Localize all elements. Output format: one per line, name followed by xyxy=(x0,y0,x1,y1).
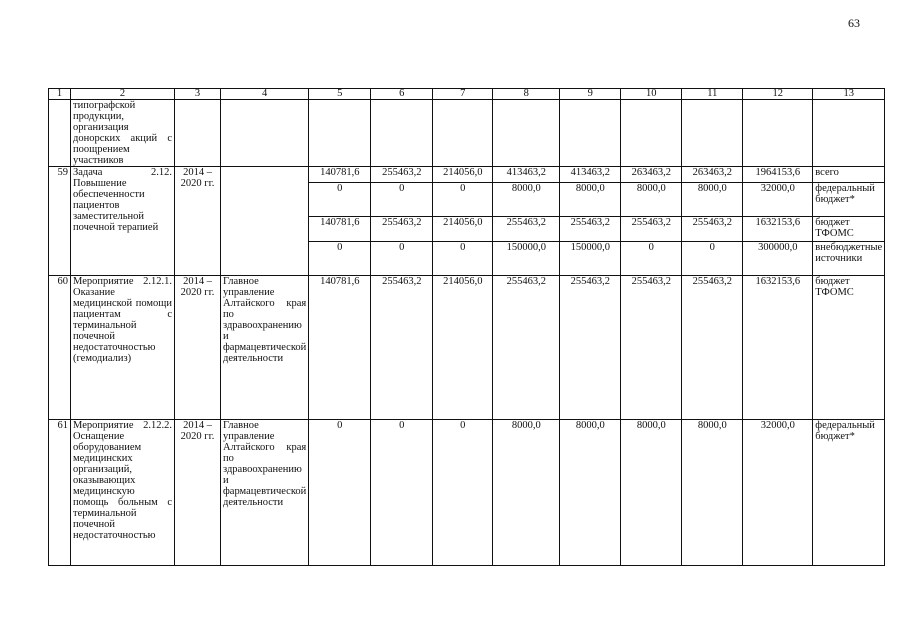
name-cell: типографской продукции, организация донорских акций с поощрением участников xyxy=(71,100,175,167)
amount-cell: 300000,0 xyxy=(743,242,813,276)
amount-cell: 8000,0 xyxy=(493,420,560,566)
amount-cell: 0 xyxy=(621,242,682,276)
row-number-cell: 61 xyxy=(49,420,71,566)
empty-cell xyxy=(743,100,813,167)
source-cell: бюджет ТФОМС xyxy=(813,276,885,420)
amount-cell: 0 xyxy=(309,183,371,217)
source-cell: федеральный бюджет* xyxy=(813,420,885,566)
amount-cell: 8000,0 xyxy=(560,420,621,566)
amount-cell: 8000,0 xyxy=(621,183,682,217)
source-cell: внебюджетные источники xyxy=(813,242,885,276)
empty-cell xyxy=(371,100,433,167)
empty-cell xyxy=(621,100,682,167)
page-number: 63 xyxy=(848,16,860,30)
amount-cell: 214056,0 xyxy=(433,276,493,420)
empty-cell xyxy=(309,100,371,167)
amount-cell: 255463,2 xyxy=(371,167,433,183)
amount-cell: 263463,2 xyxy=(621,167,682,183)
header-cell: 2 xyxy=(71,89,175,100)
executor-cell xyxy=(221,167,309,276)
row-number-cell: 60 xyxy=(49,276,71,420)
amount-cell: 255463,2 xyxy=(560,276,621,420)
header-cell: 8 xyxy=(493,89,560,100)
header-cell: 6 xyxy=(371,89,433,100)
amount-cell: 140781,6 xyxy=(309,276,371,420)
amount-cell: 263463,2 xyxy=(682,167,743,183)
amount-cell: 140781,6 xyxy=(309,217,371,242)
amount-cell: 255463,2 xyxy=(493,217,560,242)
empty-cell xyxy=(682,100,743,167)
amount-cell: 0 xyxy=(309,420,371,566)
empty-cell xyxy=(221,100,309,167)
amount-cell: 255463,2 xyxy=(560,217,621,242)
empty-cell xyxy=(493,100,560,167)
source-cell: всего xyxy=(813,167,885,183)
row-number-cell: 59 xyxy=(49,167,71,276)
amount-cell: 214056,0 xyxy=(433,217,493,242)
amount-cell: 8000,0 xyxy=(493,183,560,217)
amount-cell: 150000,0 xyxy=(560,242,621,276)
amount-cell: 214056,0 xyxy=(433,167,493,183)
amount-cell: 0 xyxy=(433,183,493,217)
header-cell: 10 xyxy=(621,89,682,100)
header-cell: 9 xyxy=(560,89,621,100)
period-cell: 2014 – 2020 гг. xyxy=(175,420,221,566)
header-cell: 4 xyxy=(221,89,309,100)
header-cell: 5 xyxy=(309,89,371,100)
amount-cell: 0 xyxy=(371,183,433,217)
amount-cell: 8000,0 xyxy=(621,420,682,566)
header-cell: 1 xyxy=(49,89,71,100)
amount-cell: 255463,2 xyxy=(621,217,682,242)
empty-cell xyxy=(175,100,221,167)
amount-cell: 1632153,6 xyxy=(743,276,813,420)
amount-cell: 0 xyxy=(682,242,743,276)
amount-cell: 413463,2 xyxy=(493,167,560,183)
executor-cell: Главное управление Алтайского края по здравоохранению и фармацевтической деятельности xyxy=(221,276,309,420)
source-cell: бюджет ТФОМС xyxy=(813,217,885,242)
amount-cell: 255463,2 xyxy=(621,276,682,420)
table-row-60 xyxy=(49,276,885,420)
amount-cell: 32000,0 xyxy=(743,420,813,566)
header-cell: 11 xyxy=(682,89,743,100)
row-number-cell xyxy=(49,100,71,167)
amount-cell: 255463,2 xyxy=(682,276,743,420)
amount-cell: 150000,0 xyxy=(493,242,560,276)
empty-cell xyxy=(813,100,885,167)
name-cell: Мероприятие 2.12.1. Оказание медицинской помощи пациентам с терминальной почечной недостаточностью (гемодиализ) xyxy=(71,276,175,420)
amount-cell: 8000,0 xyxy=(682,183,743,217)
name-cell: Задача 2.12. Повышение обеспеченности пациентов заместительной почечной терапией xyxy=(71,167,175,276)
amount-cell: 413463,2 xyxy=(560,167,621,183)
amount-cell: 140781,6 xyxy=(309,167,371,183)
header-cell: 12 xyxy=(743,89,813,100)
amount-cell: 0 xyxy=(309,242,371,276)
amount-cell: 255463,2 xyxy=(371,276,433,420)
amount-cell: 1964153,6 xyxy=(743,167,813,183)
table-row-61 xyxy=(49,420,885,566)
amount-cell: 255463,2 xyxy=(682,217,743,242)
amount-cell: 8000,0 xyxy=(682,420,743,566)
program-table xyxy=(48,88,885,566)
source-cell: федеральный бюджет* xyxy=(813,183,885,217)
amount-cell: 0 xyxy=(433,420,493,566)
table-row-continuation xyxy=(49,100,885,167)
header-cell: 3 xyxy=(175,89,221,100)
amount-cell: 0 xyxy=(433,242,493,276)
header-cell: 13 xyxy=(813,89,885,100)
executor-cell: Главное управление Алтайского края по здравоохранению и фармацевтической деятельности xyxy=(221,420,309,566)
name-cell: Мероприятие 2.12.2. Оснащение оборудованием медицинских организаций, оказывающих медицинскую помощь больным с терминальной почечной недостаточностью xyxy=(71,420,175,566)
amount-cell: 8000,0 xyxy=(560,183,621,217)
amount-cell: 255463,2 xyxy=(493,276,560,420)
empty-cell xyxy=(560,100,621,167)
period-cell: 2014 – 2020 гг. xyxy=(175,276,221,420)
amount-cell: 0 xyxy=(371,242,433,276)
empty-cell xyxy=(433,100,493,167)
amount-cell: 0 xyxy=(371,420,433,566)
header-row xyxy=(49,89,885,100)
header-cell: 7 xyxy=(433,89,493,100)
period-cell: 2014 – 2020 гг. xyxy=(175,167,221,276)
amount-cell: 1632153,6 xyxy=(743,217,813,242)
amount-cell: 255463,2 xyxy=(371,217,433,242)
table-row-59-sub xyxy=(49,167,885,183)
amount-cell: 32000,0 xyxy=(743,183,813,217)
